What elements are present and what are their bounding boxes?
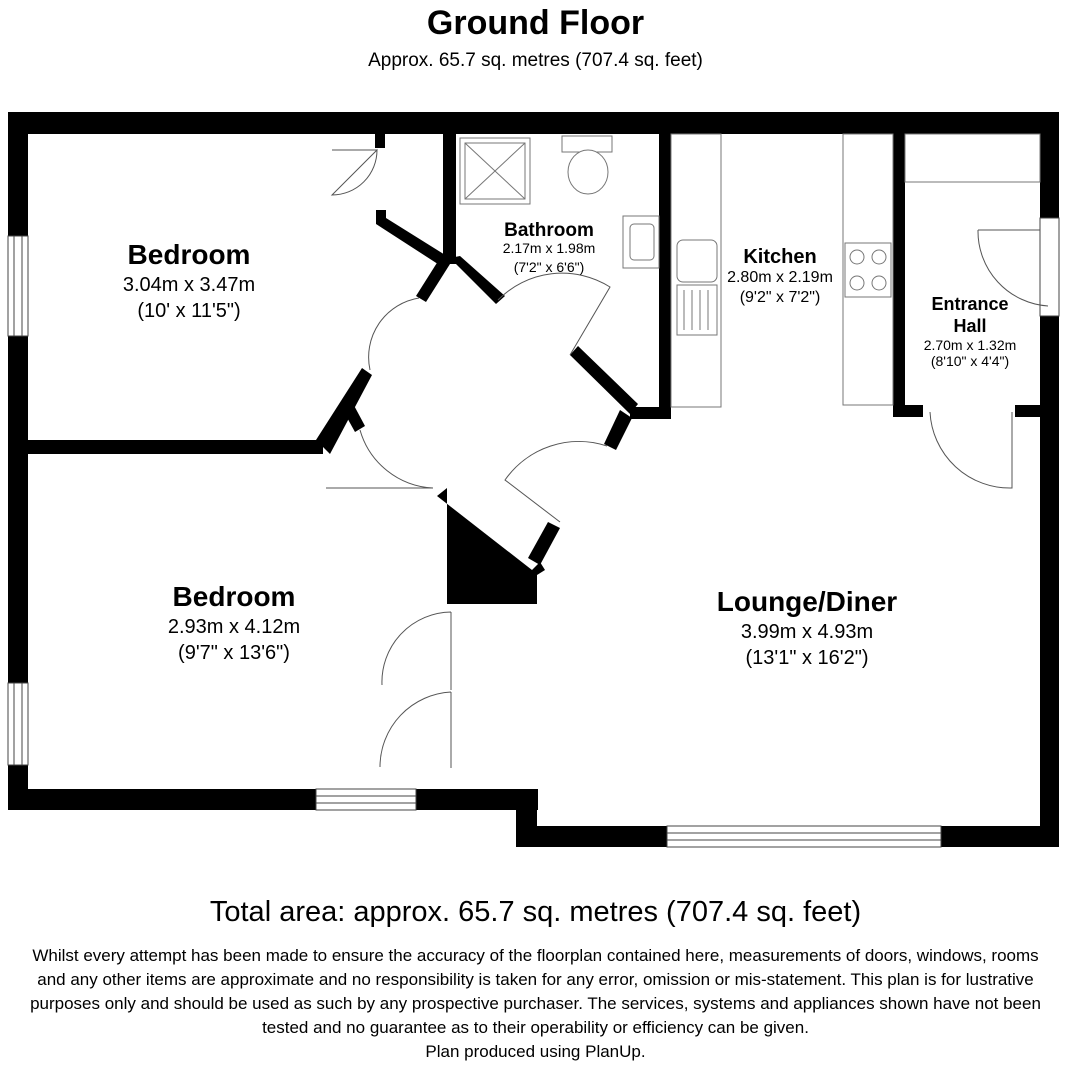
window-bedroom2-left (8, 683, 28, 765)
wall-hall-bottom-left (893, 405, 923, 417)
hall-name-line1: Entrance (931, 294, 1009, 314)
door-swing-1 (332, 150, 377, 195)
bedroom2-metric: 2.93m x 4.12m (167, 616, 301, 638)
wall-angled-h (528, 522, 560, 565)
hob (845, 243, 891, 297)
window-bedroom1 (8, 236, 28, 336)
door-swing-2 (369, 298, 419, 370)
wardrobe-door-2 (380, 692, 451, 768)
wall-angled-e (570, 346, 638, 414)
bathroom-name: Bathroom (504, 220, 594, 241)
door-swing-hall (930, 412, 1012, 488)
wall-angled-c (450, 256, 505, 304)
bedroom2-imperial: (9'7" x 13'6") (178, 642, 290, 664)
window-lounge (667, 826, 941, 847)
lounge-metric: 3.99m x 4.93m (740, 621, 874, 643)
wall-top (8, 112, 1059, 134)
drainer (677, 285, 717, 335)
bedroom2-name: Bedroom (172, 581, 296, 612)
plan-title: Ground Floor (426, 4, 645, 42)
wall-bedroom-divider (28, 440, 323, 454)
hall-name-line2: Hall (953, 316, 987, 336)
wall-angled-f (604, 410, 632, 450)
bathroom-imperial: (7'2" x 6'6") (513, 259, 585, 275)
wall-angled-d (416, 258, 450, 302)
disclaimer (30, 944, 1041, 1064)
bathroom-metric: 2.17m x 1.98m (502, 240, 596, 256)
bedroom1-imperial: (10' x 11'5") (137, 300, 241, 322)
plan-subtitle: Approx. 65.7 sq. metres (707.4 sq. feet) (368, 50, 703, 71)
toilet-bowl (568, 150, 608, 194)
wall-bathroom-right (659, 134, 671, 419)
total-area: Total area: approx. 65.7 sq. metres (707.4 sq. feet) (209, 896, 862, 928)
lounge-imperial: (13'1" x 16'2") (745, 647, 869, 669)
wall-stub-top (375, 134, 385, 148)
wall-hall-left (893, 134, 905, 416)
wall-bathroom-bottom (630, 407, 671, 419)
disclaimer-text: Whilst every attempt has been made to ensure the accuracy of the floorplan contained here, measurements of doors, windows, rooms and any other items are approximate and no responsibility is taken for any error, omission or mis-statement. This plan is for lustrative purposes only and should be used as such by any prospective purchaser. The services, systems and appliances shown have not been tested and no guarantee as to their operability or efficiency can be given. (30, 946, 1041, 1037)
wall-step (516, 789, 537, 847)
hall-imperial: (8'10" x 4'4") (930, 353, 1010, 369)
door-swing-4 (326, 430, 433, 488)
wall-bottom-bedroom (8, 789, 538, 810)
kitchen-imperial: (9'2" x 7'2") (739, 289, 821, 306)
lounge-name: Lounge/Diner (716, 586, 898, 617)
wall-bathroom-left (443, 134, 456, 264)
window-bedroom2-bottom (316, 789, 416, 810)
hall-cupboard (905, 134, 1040, 182)
bedroom1-metric: 3.04m x 3.47m (122, 274, 256, 296)
hall-metric: 2.70m x 1.32m (923, 337, 1017, 353)
kitchen-sink (677, 240, 717, 282)
door-swing-5 (505, 441, 607, 522)
wardrobe-door-1 (382, 612, 451, 690)
bedroom1-name: Bedroom (127, 239, 251, 270)
stair-block (437, 488, 545, 604)
kitchen-name: Kitchen (743, 246, 817, 268)
kitchen-metric: 2.80m x 2.19m (727, 269, 833, 286)
wall-angled-b (376, 210, 450, 268)
produced-by: Plan produced using PlanUp. (425, 1042, 646, 1061)
entrance-door-frame (1040, 218, 1059, 316)
wall-hall-bottom-right (1015, 405, 1040, 417)
door-swing-3 (498, 273, 610, 355)
